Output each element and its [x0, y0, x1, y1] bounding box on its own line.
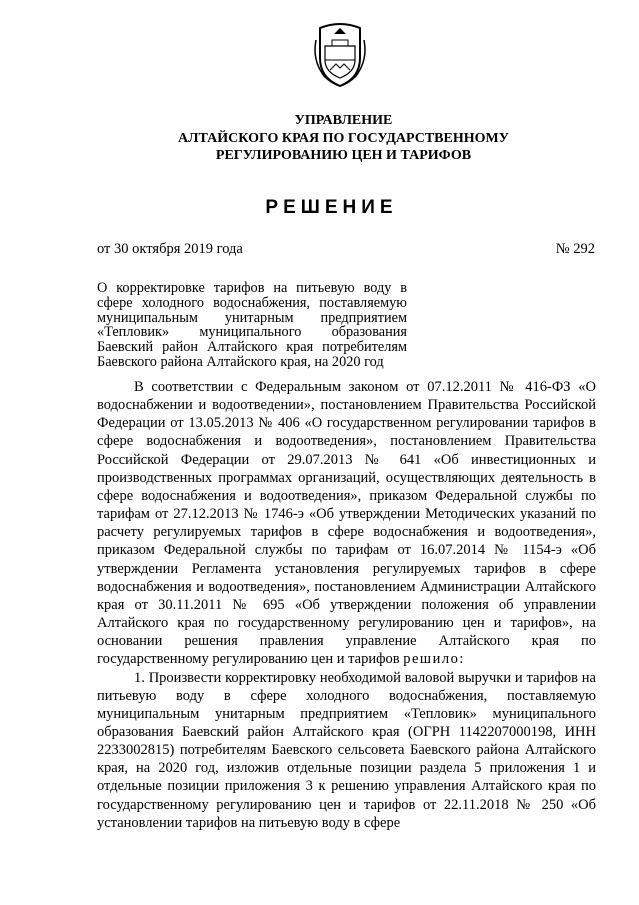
paragraph-item-1: 1. Произвести корректировку необходимой валовой выручки и тарифов на питьевую воду в сфере холодного водоснабжения, поставляемую муниципальным унитарным предприятием «Тепловик» муниципального образования Баевский район Алтайского края (ОГРН 1142207000198, ИНН 2233002815) потребителям Баевского сельсовета Баевского района Алтайского края, на 2020 год, изложив отдельные позиции раздела 5 приложения 1 и отдельные позиции приложения 3 к решению управления Алтайского края по государственному регулированию цен и тарифов от 22.11.2018 № 250 «Об установлении тарифов на питьевую воду в сфере: [97, 669, 596, 831]
document-number: № 292: [555, 241, 595, 257]
document-subject: О корректировке тарифов на питьевую воду в сфере холодного водоснабжения, поставляемую муниципальным унитарным предприятием «Тепловик» муниципального образования Баевский район Алтайского края потребителям Баевского района Алтайского края, на 2020 год: [97, 280, 407, 370]
resolved-word: решило: [403, 651, 460, 668]
header-line-3: РЕГУЛИРОВАНИЮ ЦЕН И ТАРИФОВ: [215, 148, 472, 163]
paragraph-preamble: [97, 378, 596, 669]
document-title: РЕШЕНИЕ: [265, 197, 398, 218]
preamble-colon: :: [459, 651, 464, 668]
document-date: от 30 октября 2019 года: [97, 241, 243, 257]
header-line-1: УПРАВЛЕНИЕ: [294, 113, 393, 128]
coat-of-arms-icon: [310, 20, 370, 88]
header-line-2: АЛТАЙСКОГО КРАЯ ПО ГОСУДАРСТВЕННОМУ: [178, 130, 509, 146]
document-body: [97, 378, 596, 832]
preamble-text: В соответствии с Федеральным законом от 07.12.2011 № 416-ФЗ «О водоснабжении и водоотведении», постановлением Правительства Российской Федерации от 13.05.2013 № 406 «О государственном регулировании тарифов в сфере водоснабжения и водоотведения», постановлением Правительства Российской Федерации от 29.07.2013 № 641 «Об инвестиционных и производственных программах организаций, осуществляющих деятельность в сфере водоснабжения и водоотведения», приказом Федеральной службы по тарифам от 27.12.2013 № 1746-э «Об утверждении Методических указаний по расчету регулируемых тарифов в сфере водоснабжения и водоотведения», приказом Федеральной службы по тарифам от 16.07.2014 № 1154-э «Об утверждении Регламента установления регулируемых тарифов в сфере водоснабжения и водоотведения», постановлением Администрации Алтайского края от 30.11.2011 № 695 «Об утверждении положения об управлении Алтайского края по государственному регулированию цен и тарифов», на основании решения правления управление Алтайского края по государственному регулированию цен и тарифов: [97, 379, 596, 668]
agency-header: [0, 112, 639, 165]
